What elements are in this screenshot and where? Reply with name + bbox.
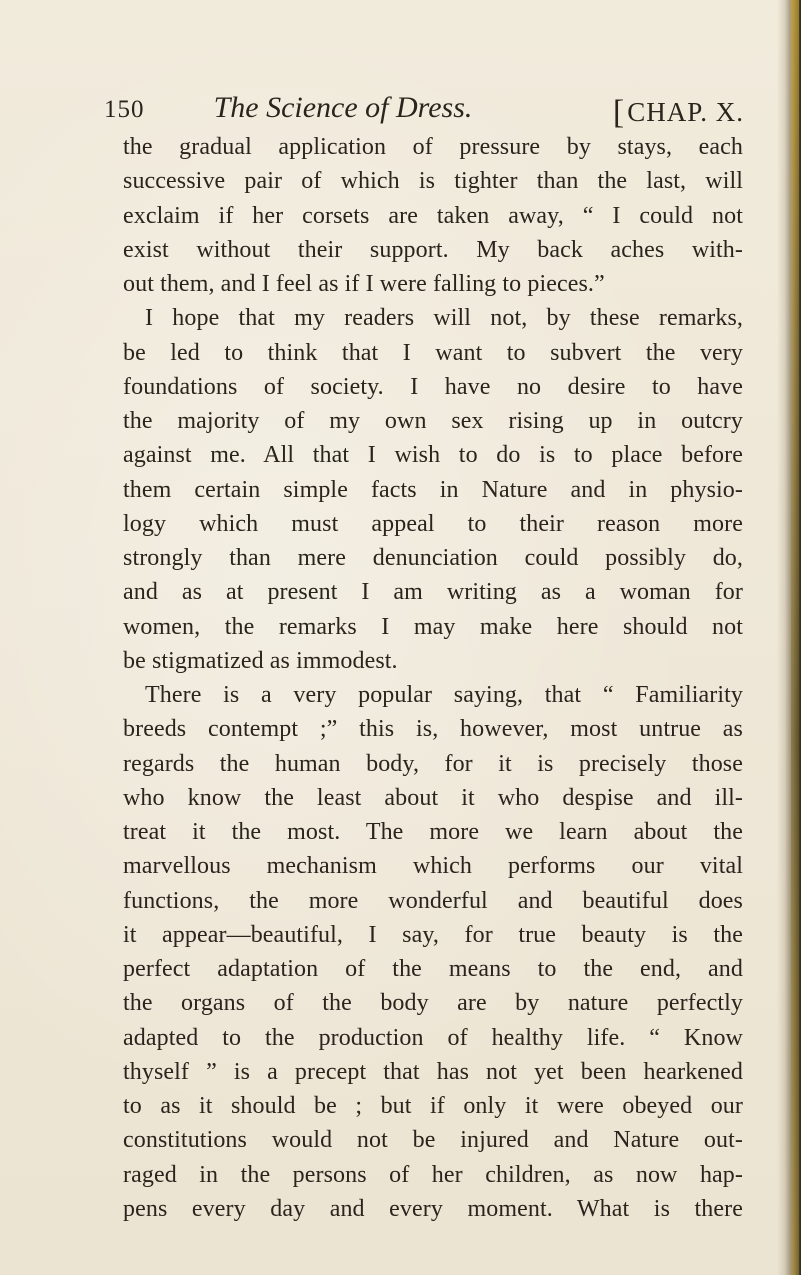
text-line: be stigmatized as immodest. [123, 647, 398, 674]
text-line: raged in the persons of her children, as now hap- [123, 1161, 743, 1188]
running-title: The Science of Dress. [213, 91, 473, 124]
text-line: thyself ” is a precept that has not yet been hearkened [123, 1058, 743, 1085]
running-head [104, 87, 744, 131]
text-line: them certain simple facts in Nature and in physio- [123, 476, 743, 503]
text-line: functions, the more wonderful and beautiful does [123, 887, 743, 914]
text-line: I hope that my readers will not, by these remarks, [145, 305, 743, 332]
chapter-label: CHAP. X. [627, 97, 744, 127]
text-line: exist without their support. My back aches with- [123, 236, 743, 263]
text-line: it appear—beautiful, I say, for true beauty is the [123, 921, 743, 948]
text-line: the gradual application of pressure by stays, each [123, 134, 743, 160]
text-line: adapted to the production of healthy life. “ Know [123, 1024, 743, 1051]
text-line: logy which must appeal to their reason more [123, 510, 743, 537]
body-text [123, 130, 743, 1226]
text-line: the majority of my own sex rising up in outcry [123, 408, 743, 434]
text-line: women, the remarks I may make here should not [123, 613, 743, 640]
text-line: be led to think that I want to subvert the very [123, 339, 743, 366]
text-line: against me. All that I wish to do is to place before [123, 442, 743, 469]
text-line: There is a very popular saying, that “ Familiarity [145, 682, 743, 708]
text-line: pens every day and every moment. What is there [123, 1195, 743, 1222]
chapter-bracket: [ [612, 94, 626, 131]
text-line: strongly than mere denunciation could possibly do, [123, 545, 743, 571]
text-line: constitutions would not be injured and Nature out- [123, 1127, 743, 1154]
page-number: 150 [104, 96, 145, 123]
text-line: exclaim if her corsets are taken away, “ I could not [123, 202, 743, 229]
text-line: and as at present I am writing as a woman for [123, 579, 743, 606]
text-line: perfect adaptation of the means to the end, and [123, 956, 743, 982]
text-line: who know the least about it who despise and ill- [123, 784, 743, 811]
text-line: the organs of the body are by nature perfectly [123, 990, 743, 1017]
text-line: breeds contempt ;” this is, however, most untrue as [123, 716, 743, 743]
text-line: marvellous mechanism which performs our vital [123, 853, 743, 880]
text-line: successive pair of which is tighter than the last, will [123, 168, 743, 195]
text-line: treat it the most. The more we learn about the [123, 819, 743, 845]
text-line: regards the human body, for it is precisely those [123, 750, 743, 777]
chapter-reference [613, 92, 744, 130]
page-edge-tint [791, 0, 799, 1275]
text-line: to as it should be ; but if only it were obeyed our [123, 1093, 743, 1119]
text-line: foundations of society. I have no desire to have [123, 373, 743, 400]
text-line: out them, and I feel as if I were falling to pieces.” [123, 271, 605, 297]
